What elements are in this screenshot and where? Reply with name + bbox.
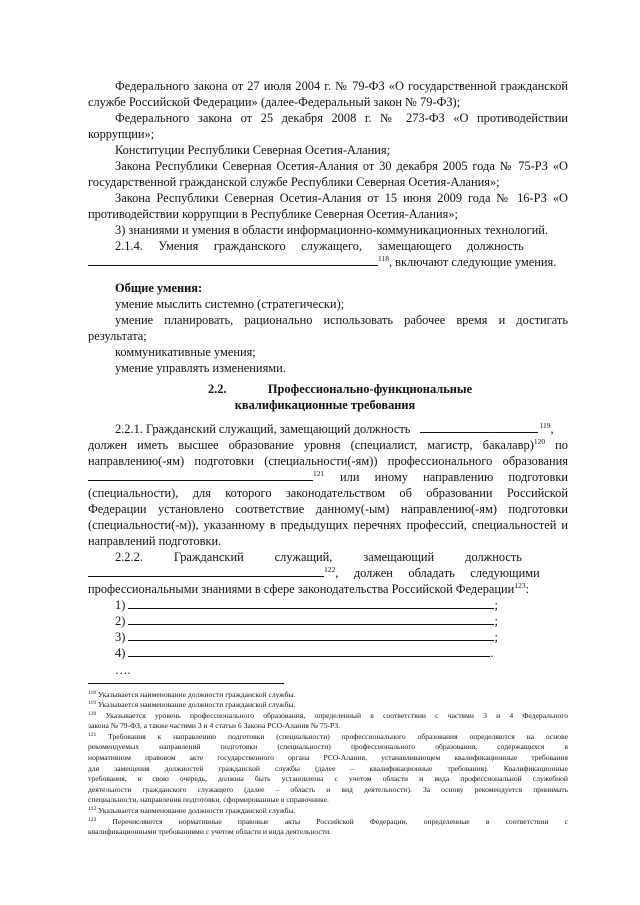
paragraph-2-2-1-line: (специальности(-м)), указанному в предыдущих перечнях профессий, специальностей и: [88, 518, 568, 532]
general-skills-title: Общие умения:: [115, 281, 203, 295]
list-number: 1): [115, 598, 126, 612]
section-number: 2.2.: [208, 382, 227, 396]
footnote-separator: [88, 683, 284, 684]
numbered-list-item: [115, 613, 498, 629]
footnote-number: 123: [88, 816, 97, 823]
paragraph-2-2-2-line: 2.2.2. Гражданский служащий, замещающий должность: [115, 550, 522, 564]
footnote-ref: 118: [378, 254, 389, 263]
footnote-line: [88, 690, 568, 699]
footnote-line: [88, 742, 568, 751]
fill-in-blank[interactable]: [128, 645, 490, 657]
footnote-ref: 121: [313, 469, 325, 478]
footnote-text: Указывается наименование должности гражданской службы.: [97, 700, 296, 709]
footnote-text: деятельности гражданского служащего (далее – область и вид деятельности). За основу рекомендуется принимать: [88, 784, 568, 794]
footnote-line: [88, 817, 568, 826]
paragraph-2-2-1-line: Федерации установлено соответствие данному(-ым) направлению(-ям) подготовки: [88, 502, 568, 516]
list-number: 4): [115, 646, 126, 660]
footnote-text: Требования к направлению подготовки (специальности) профессионального образования определяются на основе: [108, 731, 568, 741]
section-2-1-4-line-2: [88, 254, 568, 270]
list-ellipsis: ….: [115, 663, 131, 677]
footnote-text: Указывается уровень профессионального образования, определенный в соответствии с частями 3 и 4 Федерального: [105, 710, 568, 720]
section-title: Профессионально-функциональные: [267, 382, 473, 396]
text-fragment: , включают следующие умения.: [388, 255, 557, 269]
text-line: службе Российской Федерации» (далее-Федеральный закон № 79-ФЗ);: [88, 95, 461, 109]
list-punct: .: [490, 646, 494, 660]
footnote-text: для замещения должностей гражданской службы (далее – квалификационные требования). Квалификационные: [88, 763, 568, 773]
footnote-text: квалификационными требованиями с учетом области и вида деятельности.: [88, 827, 332, 837]
text-fragment: по: [555, 438, 568, 452]
footnote-text: требования, в свою очередь, должны быть установлены с учетом области и вида профессиональной служебной: [88, 774, 568, 784]
text-fragment: или иному направлению подготовки: [340, 470, 568, 484]
text-fragment: 2.2.1. Гражданский служащий, замещающий должность: [115, 422, 411, 436]
list-item: умение мыслить системно (стратегически);: [115, 297, 345, 311]
list-number: 2): [115, 614, 126, 628]
footnote-line: [88, 806, 568, 815]
text-line: противодействии коррупции в Республике Северная Осетия-Алания»;: [88, 207, 458, 221]
footnote-line: [88, 774, 568, 783]
numbered-list-item: [115, 629, 498, 645]
footnote-ref: 120: [533, 437, 546, 446]
paragraph-2-2-1-line: направлению(-ям) подготовки (специальности(-ям)) профессионального образования: [88, 454, 568, 468]
footnote-text: Перечисляются нормативные правовые акты Российской Федерации, определенные в соответствии с: [112, 816, 569, 826]
footnote-text: закона № 79-ФЗ, а также частями 3 и 4 статьи 6 Закона РСО-Алания № 75-РЗ.: [88, 721, 341, 731]
text-fragment: должен иметь высшее образование уровня (специалист, магистр, бакалавр): [88, 438, 534, 452]
text-fragment: профессиональными знаниями в сфере законодательства Российской Федерации: [88, 582, 515, 596]
footnote-text: Указывается наименование должности гражданской службы.: [97, 690, 296, 699]
footnote-number: 118: [88, 690, 97, 696]
footnote-number: 122: [88, 806, 97, 812]
section-2-1-4-line: 2.1.4. Умения гражданского служащего, замещающего должность: [115, 239, 524, 253]
footnote-line: [88, 827, 568, 836]
footnote-number: 120: [88, 710, 97, 717]
list-item: результата;: [88, 329, 147, 343]
paragraph-2-2-2-line: [88, 581, 568, 597]
footnote-number: 121: [88, 731, 97, 738]
paragraph-2-2-2-line: [88, 565, 568, 581]
text-fragment: :: [525, 582, 530, 596]
list-item: умение управлять изменениями.: [115, 361, 286, 375]
fill-in-blank[interactable]: [88, 565, 324, 577]
list-punct: ;: [494, 614, 498, 628]
footnote-line: [88, 732, 568, 741]
fill-in-blank[interactable]: [128, 613, 494, 625]
footnote-ref: 122: [324, 565, 336, 574]
footnote-line: [88, 795, 568, 804]
text-line: 3) знаниями и умения в области информационно-коммуникационных технологий.: [115, 223, 548, 237]
footnote-ref: 123: [514, 581, 526, 590]
text-line: государственной гражданской службе Республики Северная Осетия-Алания»;: [88, 175, 500, 189]
section-title: квалификационные требования: [234, 398, 416, 412]
text-line: Федерального закона от 27 июля 2004 г. № 79-ФЗ «О государственной гражданской: [115, 79, 568, 93]
text-line: Конституции Республики Северная Осетия-Алания;: [115, 143, 391, 157]
text-line: Закона Республики Северная Осетия-Алания от 15 июня 2009 года № 16-РЗ «О: [115, 191, 568, 205]
footnote-text: рекомендуемых направлений подготовки (специальности) профессионального образования, содержащихся в: [88, 742, 568, 752]
fill-in-blank[interactable]: [128, 597, 494, 609]
fill-in-blank[interactable]: [88, 254, 378, 266]
footnote-line: [88, 785, 568, 794]
numbered-list-item: [115, 597, 498, 613]
numbered-list-item: [115, 645, 494, 661]
paragraph-2-2-1-line: (специальности), для которого законодательством об образовании Российской: [88, 486, 568, 500]
fill-in-blank[interactable]: [128, 629, 494, 641]
fill-in-blank[interactable]: [88, 469, 313, 481]
fill-in-blank[interactable]: [420, 421, 538, 433]
text-fragment: , должен обладать следующими: [335, 566, 540, 580]
list-item: умение планировать, рационально использовать рабочее время и достигать: [115, 313, 568, 327]
footnote-ref: 119: [539, 421, 551, 430]
list-punct: ;: [494, 598, 498, 612]
text-line: коррупции»;: [88, 127, 155, 141]
paragraph-2-2-1-line: [88, 469, 568, 485]
footnote-line: [88, 753, 568, 762]
text-line: Закона Республики Северная Осетия-Алания от 30 декабря 2005 года № 75-РЗ «О: [115, 159, 568, 173]
list-item: коммуникативные умения;: [115, 345, 256, 359]
footnote-line: [88, 721, 568, 730]
footnote-number: 119: [88, 700, 97, 706]
footnote-line: [88, 711, 568, 720]
footnote-line: [88, 700, 568, 709]
footnote-line: [88, 764, 568, 773]
paragraph-2-2-1-line: [88, 437, 568, 453]
list-punct: ;: [494, 630, 498, 644]
list-number: 3): [115, 630, 126, 644]
paragraph-2-2-1-line: направлений подготовки.: [88, 534, 222, 548]
paragraph-2-2-1-line: 2.2.1. Гражданский служащий, замещающий должность $^{119}$,: [115, 421, 554, 436]
footnote-text: Указывается наименование должности гражданской службы.: [98, 806, 296, 815]
footnote-text: нормативном правовом акте государственного органа РСО-Алания, устанавливающем квалификационные требования: [88, 753, 568, 762]
text-line: Федерального закона от 25 декабря 2008 г. № 273-ФЗ «О противодействии: [115, 111, 568, 125]
footnote-text: специальности, направления подготовки, сформированные в справочнике.: [88, 795, 329, 805]
